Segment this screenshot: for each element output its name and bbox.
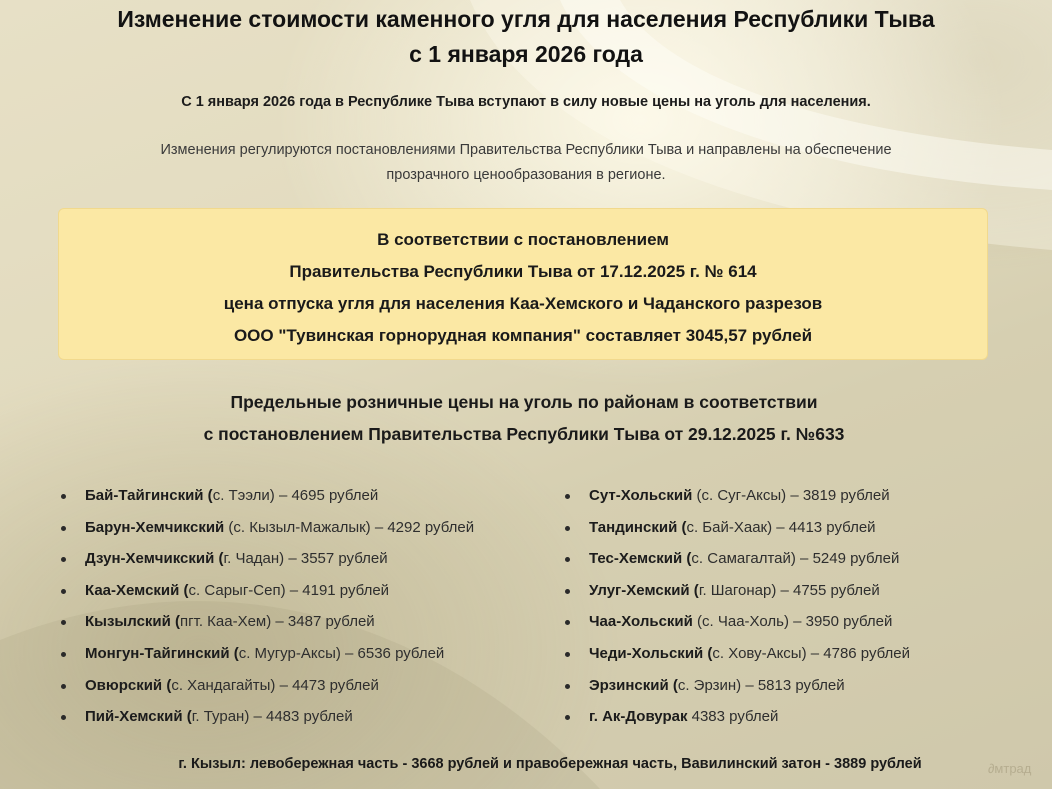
district-price: с. Хандагайты) – 4473 рублей xyxy=(171,676,379,694)
list-item xyxy=(562,606,1032,638)
page-title xyxy=(0,2,1052,72)
district-name: г. Ак-Довурак xyxy=(589,708,688,726)
page-title-line-1: Изменение стоимости каменного угля для населения Республики Тыва xyxy=(117,6,935,32)
retail-prices-heading xyxy=(0,386,1048,450)
district-price: с. Хову-Аксы) – 4786 рублей xyxy=(712,644,911,662)
district-price: с. Эрзин) – 5813 рублей xyxy=(677,676,845,694)
list-item xyxy=(562,670,1032,702)
district-name: Монгун-Тайгинский ( xyxy=(85,644,239,662)
district-name: Кызылский ( xyxy=(85,613,181,631)
district-name: Чаа-Хольский xyxy=(589,613,693,631)
list-item xyxy=(58,606,548,638)
district-price: с. Сарыг-Сеп) – 4191 рублей xyxy=(188,581,390,599)
district-name: Барун-Хемчикский xyxy=(85,518,225,536)
lead-paragraph: С 1 января 2026 года в Республике Тыва вступают в силу новые цены на уголь для населения. xyxy=(181,94,871,110)
district-name: Каа-Хемский ( xyxy=(85,581,189,599)
district-price: (с. Суг-Аксы) – 3819 рублей xyxy=(692,487,890,504)
retail-heading-line-1: Предельные розничные цены на уголь по районам в соответствии xyxy=(230,392,818,412)
list-item xyxy=(58,543,548,575)
list-item xyxy=(58,575,548,607)
district-price: пгт. Каа-Хем) – 3487 рублей xyxy=(180,613,375,631)
list-item xyxy=(562,543,1032,575)
district-name: Тандинский ( xyxy=(589,518,687,536)
district-price: с. Бай-Хаак) – 4413 рублей xyxy=(686,518,876,536)
intro-line-1: Изменения регулируются постановлениями Правительства Республики Тыва и направлены на обеспечение xyxy=(160,142,892,158)
district-name: Бай-Тайгинский ( xyxy=(85,487,213,504)
district-name: Овюрский ( xyxy=(85,676,172,694)
list-item xyxy=(58,512,548,544)
district-name: Пий-Хемский ( xyxy=(85,708,192,726)
list-item xyxy=(562,512,1032,544)
callout-line-1: В соответствии с постановлением xyxy=(377,230,669,249)
district-name: Эрзинский ( xyxy=(589,676,678,694)
list-item xyxy=(562,638,1032,670)
district-list-right xyxy=(562,480,1032,733)
callout-line-4: ООО "Тувинская горнорудная компания" составляет 3045,57 рублей xyxy=(233,326,813,345)
district-price: 4383 рублей xyxy=(687,708,779,726)
list-item xyxy=(58,480,548,512)
retail-heading-line-2: с постановлением Правительства Республики Тыва от 29.12.2025 г. №633 xyxy=(203,424,845,444)
district-name: Тес-Хемский ( xyxy=(589,550,692,568)
list-item xyxy=(562,701,1032,733)
callout-line-3: цена отпуска угля для населения Каа-Хемского и Чаданского разрезов xyxy=(223,294,823,313)
district-price: (с. Кызыл-Мажалык) – 4292 рублей xyxy=(224,518,475,536)
kyzyl-price-footer: г. Кызыл: левобережная часть - 3668 рублей и правобережная часть, Вавилинский затон - 3889 рублей xyxy=(178,756,922,772)
watermark: ∂мтрад xyxy=(988,761,1032,776)
list-item xyxy=(562,575,1032,607)
district-name: Улуг-Хемский ( xyxy=(589,581,699,599)
price-callout-box xyxy=(58,208,988,360)
list-item xyxy=(58,701,548,733)
district-name: Сут-Хольский xyxy=(589,487,693,504)
callout-line-2: Правительства Республики Тыва от 17.12.2025 г. № 614 xyxy=(289,262,757,281)
list-item xyxy=(58,638,548,670)
district-price: с. Самагалтай) – 5249 рублей xyxy=(691,550,900,568)
page-title-line-2: с 1 января 2026 года xyxy=(409,41,643,67)
list-item xyxy=(562,480,1032,512)
district-price: с. Тээли) – 4695 рублей xyxy=(212,487,379,504)
intro-line-2: прозрачного ценообразования в регионе. xyxy=(386,167,666,183)
district-price: (с. Чаа-Холь) – 3950 рублей xyxy=(692,613,893,631)
list-item xyxy=(58,670,548,702)
district-price: г. Туран) – 4483 рублей xyxy=(191,708,353,726)
district-name: Чеди-Хольский ( xyxy=(589,644,713,662)
district-price: г. Шагонар) – 4755 рублей xyxy=(698,581,880,599)
district-name: Дзун-Хемчикский ( xyxy=(85,550,224,568)
district-price: г. Чадан) – 3557 рублей xyxy=(223,550,388,568)
intro-paragraph xyxy=(0,138,1052,188)
district-price: с. Мугур-Аксы) – 6536 рублей xyxy=(238,644,445,662)
district-list-left xyxy=(58,480,548,733)
